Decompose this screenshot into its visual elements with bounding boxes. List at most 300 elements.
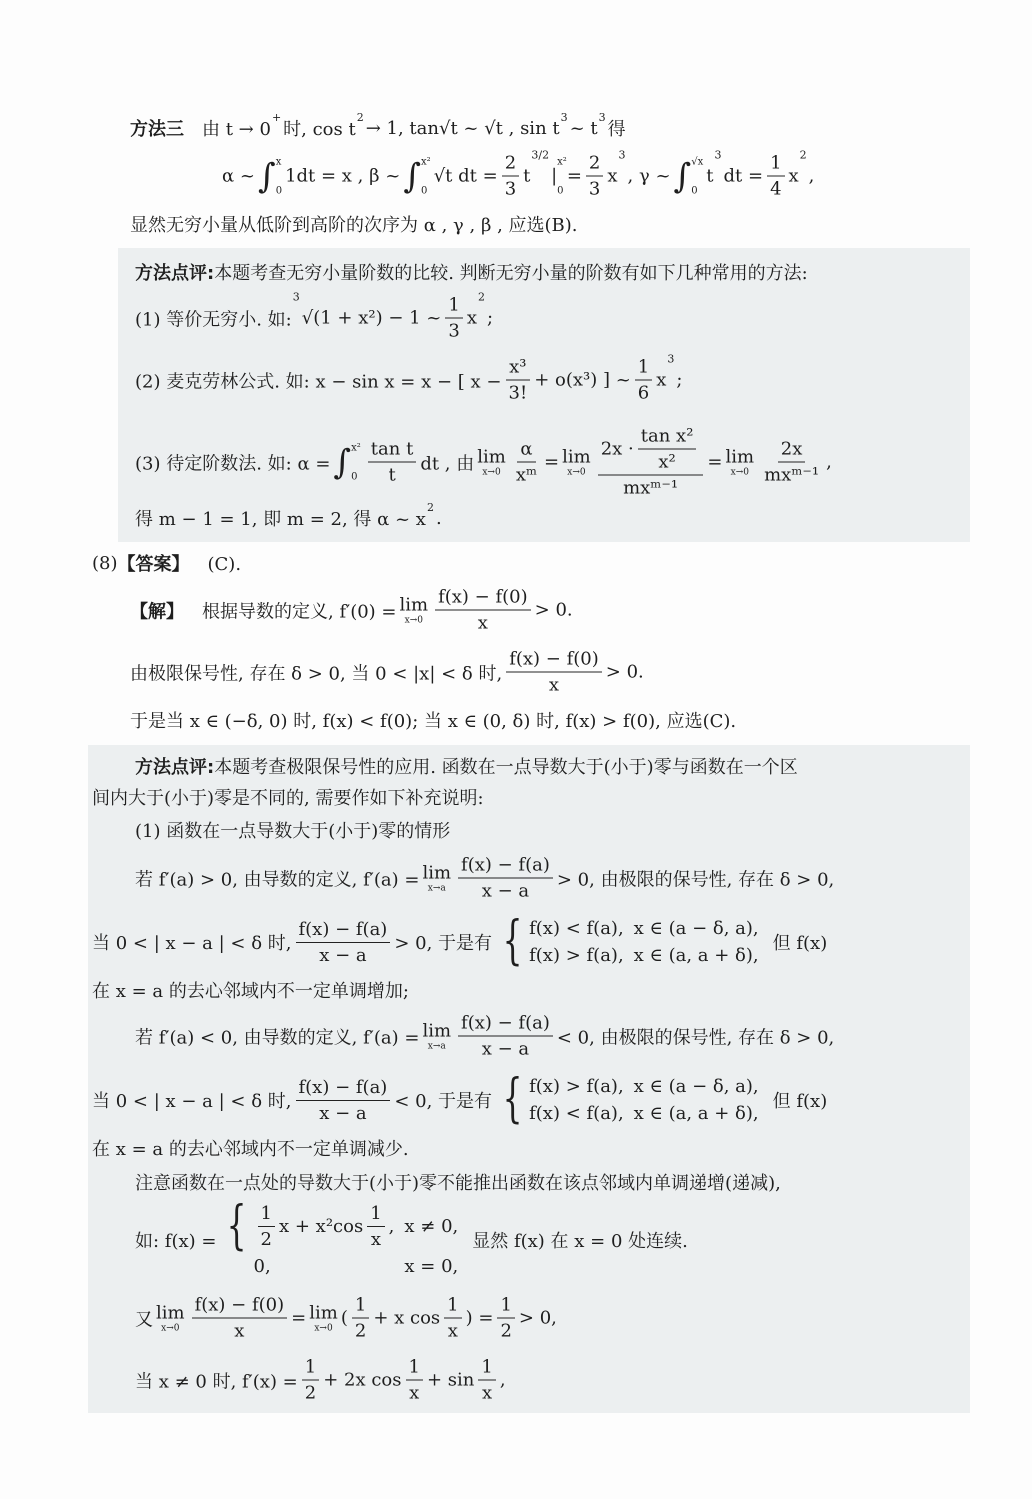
case-cell (254, 1256, 271, 1277)
text-run: (1) 等价无穷小. 如: (135, 309, 292, 330)
fraction (458, 1013, 553, 1060)
text-run: x ∈ (a − δ, a), (633, 918, 759, 939)
text-line (92, 977, 409, 1003)
numerator (192, 1295, 288, 1319)
numerator (458, 855, 553, 879)
text-line (135, 817, 450, 843)
text-run: t (523, 165, 531, 187)
denominator (513, 463, 540, 486)
fraction (435, 587, 531, 634)
text-run: > 0. (605, 661, 644, 683)
text-run: mxᵐ⁻¹ (623, 477, 679, 499)
lim-word: lim (477, 446, 506, 468)
denominator (385, 463, 398, 486)
text-run: √t dt = (433, 165, 498, 187)
fraction (258, 1203, 275, 1250)
text-run: (8) (92, 552, 118, 574)
text-run: x − a (319, 1102, 367, 1124)
text-run: 1 (260, 1203, 272, 1224)
text-run: t (706, 165, 714, 187)
fraction (635, 357, 652, 404)
text-run: 2 (354, 1320, 367, 1342)
text-line (135, 426, 832, 499)
denominator (258, 1227, 275, 1250)
denominator (406, 1381, 422, 1404)
text-run: 由极限保号性, 存在 δ > 0, 当 0 < |x| < δ 时, (130, 663, 503, 684)
numerator (506, 357, 529, 381)
numerator (368, 439, 417, 463)
superscript: 3 (292, 290, 300, 304)
denominator (506, 381, 531, 404)
text-line (135, 501, 442, 531)
limit-subscript: x→0 (730, 467, 749, 478)
text-run: 根据导数的定义, f′(0) = (184, 601, 397, 622)
fraction (767, 153, 784, 200)
superscript: 2 (477, 290, 485, 304)
text-run: mxᵐ⁻¹ (764, 464, 820, 486)
fraction (192, 1295, 288, 1342)
text-run: x (482, 1382, 493, 1404)
fraction (367, 1203, 384, 1250)
piecewise-cases (496, 1069, 769, 1129)
lim-word: lim (309, 1302, 338, 1324)
numerator (352, 1295, 369, 1319)
text-run: √(1 + x²) − 1 ~ (301, 307, 442, 329)
text-run: x ∈ (a, a + δ), (633, 1103, 759, 1124)
text-run: x (370, 1229, 381, 1250)
text-run: > 0. (534, 599, 573, 621)
text-run: x (788, 165, 799, 187)
piecewise-cases (220, 1196, 468, 1280)
text-run: 2 (304, 1382, 317, 1404)
text-run: + o(x³) ] ~ (534, 369, 631, 391)
text-run: ( (340, 1307, 348, 1329)
text-run: 1 (447, 1294, 459, 1316)
text-run: > 0, (518, 1307, 557, 1329)
integral (403, 156, 430, 196)
text-run: < 0, 于是有 (394, 1091, 493, 1112)
text-run: 在 x = a 的去心邻域内不一定单调减少. (92, 1139, 409, 1160)
text-line (135, 753, 798, 779)
text-run: ~ t (569, 117, 598, 139)
numerator (296, 919, 391, 943)
numerator (598, 426, 704, 476)
text-run: = (544, 451, 560, 473)
text-line (135, 352, 683, 404)
text-run: . (435, 507, 442, 529)
text-run: = (291, 1307, 307, 1329)
text-run: 显然 f(x) 在 x = 0 处连续. (472, 1231, 688, 1252)
text-run: x − a (481, 880, 530, 902)
text-run: 得 m − 1 = 1, 即 m = 2, 得 α ~ x (135, 509, 426, 530)
text-line (92, 1069, 828, 1129)
text-line (222, 148, 815, 200)
text-run: tan x² (640, 425, 694, 447)
text-run: ; (676, 369, 683, 391)
text-line (135, 1196, 688, 1280)
text-line (130, 649, 644, 696)
denominator (445, 1319, 461, 1342)
denominator (479, 1037, 532, 1060)
fraction (502, 153, 519, 200)
superscript: 2 (426, 501, 434, 514)
case-cell (634, 1103, 759, 1124)
numerator (458, 1013, 553, 1037)
text-run: 若 f′(a) < 0, 由导数的定义, f′(a) = (135, 1027, 420, 1048)
text-run: f(x) − f(0) (509, 648, 599, 670)
denominator (475, 611, 491, 634)
lim-word: lim (399, 594, 429, 616)
text-run: f(x) − f(a) (461, 854, 550, 876)
fraction (478, 1357, 495, 1404)
text-run: 间内大于(小于)零是不同的, 需要作如下补充说明: (92, 788, 484, 809)
limit-subscript: x→0 (567, 467, 586, 478)
fraction (513, 439, 540, 486)
numerator (586, 153, 603, 177)
text-run: 3 (504, 178, 517, 200)
numerator (517, 439, 535, 463)
text-run: 1 (770, 152, 782, 174)
fraction (406, 1357, 423, 1404)
superscript: 2 (356, 111, 364, 124)
numerator (435, 587, 531, 611)
text-run: 6 (637, 382, 650, 404)
text-run: 1 (370, 1203, 382, 1224)
text-run: f(x) − f(0) (438, 586, 528, 608)
integral-limits (421, 156, 431, 196)
text-run: x (234, 1320, 245, 1342)
integral-limits (351, 442, 361, 482)
text-run: > 0, 由极限的保号性, 存在 δ > 0, (556, 869, 835, 890)
denominator (316, 943, 369, 966)
numerator (478, 1357, 495, 1381)
superscript: 3 (560, 111, 568, 124)
case-cell (529, 1103, 624, 1124)
numerator (497, 1295, 514, 1319)
lower-limit: 0 (275, 185, 283, 196)
denominator (655, 450, 678, 473)
fraction (444, 1295, 461, 1342)
text-run: = (566, 165, 582, 187)
denominator (302, 1381, 319, 1404)
numerator (444, 1295, 461, 1319)
text-run: 当 0 < | x − a | < δ 时, (92, 1091, 292, 1112)
denominator (368, 1227, 384, 1250)
text-run: , (808, 165, 815, 187)
left-brace: { (502, 911, 523, 971)
denominator (316, 1101, 369, 1124)
text-run: 1 (408, 1356, 420, 1378)
numerator (367, 1203, 384, 1227)
integral-sign: ∫ (333, 442, 352, 482)
text-run: 得 (607, 119, 626, 140)
text-run: x ≠ 0, (404, 1216, 459, 1237)
upper-limit: x² (557, 156, 567, 167)
limit (562, 447, 591, 478)
text-run: x (447, 1320, 458, 1342)
text-run: f(x) − f(a) (298, 918, 388, 940)
text-run: , (499, 1369, 506, 1391)
text-run: 于是当 x ∈ (−δ, 0) 时, f(x) < f(0); 当 x ∈ (0, δ) 时, f(x) > f(0), 应选(C). (130, 711, 737, 732)
text-run: x ∈ (a, a + δ), (633, 945, 759, 966)
limit (156, 1303, 185, 1334)
upper-limit: √x (691, 156, 704, 167)
numerator (296, 1077, 391, 1101)
integral-sign: ∫ (673, 156, 692, 196)
left-brace: { (502, 1069, 523, 1129)
text-line (92, 911, 828, 971)
fraction (445, 295, 462, 342)
text-run: x² (658, 451, 676, 473)
denominator (231, 1319, 247, 1342)
superscript: 2 (799, 148, 807, 162)
numerator (302, 1357, 319, 1381)
fraction (761, 439, 822, 486)
bold-label: 方法点评: (135, 263, 215, 284)
text-run: x (548, 674, 560, 696)
text-line (130, 111, 626, 141)
fraction (497, 1295, 514, 1342)
superscript: 3 (714, 148, 722, 162)
text-line (135, 1169, 781, 1195)
text-run: 显然无穷小量从低阶到高阶的次序为 α , γ , β , 应选(B). (130, 215, 578, 236)
text-run: α ~ (222, 165, 255, 187)
fraction (586, 153, 603, 200)
denominator (546, 673, 562, 696)
text-run: 2x (780, 438, 803, 460)
text-line (135, 1357, 506, 1404)
fraction (296, 1077, 391, 1124)
fraction (506, 649, 602, 696)
superscript: 3 (667, 352, 675, 366)
limit (726, 447, 755, 478)
text-run: 注意函数在一点处的导数大于(小于)零不能推出函数在该点邻域内单调递增(递减), (135, 1173, 781, 1194)
text-run: dt , 由 (420, 453, 475, 474)
denominator (352, 1319, 369, 1342)
numerator (638, 426, 697, 450)
case-cell (634, 1076, 759, 1097)
text-run: t (388, 464, 396, 486)
denominator (479, 1381, 495, 1404)
case-cell (634, 945, 759, 966)
text-run: + x cos (373, 1307, 441, 1329)
lim-word: lim (422, 1020, 452, 1042)
superscript: 3 (598, 111, 606, 124)
text-run: , (826, 451, 832, 473)
denominator (620, 476, 681, 499)
text-run: f(x) > f(a), (529, 945, 624, 966)
text-run: 1 (448, 294, 460, 316)
text-line (135, 290, 494, 342)
denominator (635, 381, 652, 404)
text-run: ; (486, 307, 494, 329)
denominator (586, 177, 603, 200)
text-run: x + x²cos (279, 1216, 364, 1237)
text-run: 当 x ≠ 0 时, f′(x) = (135, 1371, 298, 1392)
case-cell (254, 1203, 395, 1250)
integral-sign: ∫ (257, 156, 276, 196)
text-run: f(x) < f(a), (529, 918, 624, 939)
text-run: 在 x = a 的去心邻域内不一定单调增加; (92, 981, 409, 1002)
text-line (135, 1013, 834, 1060)
cases-table (529, 915, 769, 969)
text-run: 又 (135, 1309, 153, 1330)
text-run: 如: f(x) = (135, 1231, 217, 1252)
text-run: 2 (504, 152, 517, 174)
text-run: 若 f′(a) > 0, 由导数的定义, f′(a) = (135, 869, 420, 890)
numerator (258, 1203, 275, 1227)
text-run: 本题考查极限保号性的应用. 函数在一点导数大于(小于)零与函数在一个区 (214, 757, 798, 778)
text-run: (C). (189, 554, 242, 575)
text-line (130, 211, 578, 237)
numerator (778, 439, 806, 463)
upper-limit: x² (351, 442, 361, 453)
text-run: x³ (509, 356, 527, 378)
fraction (352, 1295, 369, 1342)
numerator (502, 153, 519, 177)
cases-table (254, 1200, 469, 1280)
text-run: 3 (588, 178, 601, 200)
bold-label: 方法点评: (135, 757, 215, 778)
lower-limit: 0 (691, 185, 698, 196)
text-run: 但 f(x) (772, 1091, 828, 1112)
text-line (130, 707, 736, 733)
text-run: = (707, 451, 723, 473)
text-run: 1 (500, 1294, 512, 1316)
limit-subscript: x→a (427, 1041, 446, 1052)
text-run: 4 (770, 178, 782, 200)
text-run: f(x) − f(a) (298, 1076, 388, 1098)
lim-word: lim (156, 1302, 185, 1324)
text-run: > 0, 于是有 (394, 933, 493, 954)
integral (674, 156, 704, 196)
text-run: 1 (637, 356, 650, 378)
text-run: , γ ~ (627, 165, 671, 187)
limit (309, 1303, 338, 1334)
text-run: x − a (481, 1038, 530, 1060)
text-run: x (477, 612, 488, 634)
text-line (130, 587, 573, 634)
cases-table (529, 1073, 769, 1127)
case-cell (404, 1256, 458, 1277)
lim-word: lim (422, 862, 452, 884)
case-cell (529, 918, 624, 939)
text-run: → 1, tan√t ~ √t , sin t (365, 117, 560, 139)
limit-subscript: x→0 (314, 1323, 333, 1334)
text-run: 2 (500, 1320, 512, 1342)
lower-limit: 0 (557, 185, 564, 196)
text-run: x = 0, (404, 1256, 459, 1277)
piecewise-cases (496, 911, 769, 971)
text-run: α (520, 438, 533, 460)
text-run: x ∈ (a − δ, a), (633, 1076, 759, 1097)
text-run: 3 (448, 320, 460, 342)
limit (422, 863, 451, 894)
text-run: x (466, 307, 477, 329)
limit (477, 447, 506, 478)
text-run: tan t (370, 438, 414, 460)
text-run: f(x) − f(a) (461, 1012, 550, 1034)
numerator (445, 295, 462, 319)
text-run: x (409, 1382, 420, 1404)
lower-limit: 0 (421, 185, 428, 196)
text-run: 2 (260, 1229, 272, 1250)
text-run: (3) 待定阶数法. 如: α = (135, 453, 331, 474)
denominator (502, 177, 519, 200)
denominator (767, 177, 784, 200)
integral-limits (691, 156, 703, 196)
text-line (92, 550, 241, 576)
text-line (135, 1295, 557, 1342)
denominator (761, 463, 822, 486)
text-run: f(x) − f(0) (194, 1294, 285, 1316)
fraction (296, 919, 391, 966)
upper-limit: x (275, 156, 282, 167)
text-line (92, 784, 484, 810)
text-run: x (607, 165, 618, 187)
superscript: 3 (618, 148, 626, 162)
text-run: 2 (588, 152, 601, 174)
limit-subscript: x→0 (482, 467, 501, 478)
text-run: x (656, 369, 667, 391)
limit-subscript: x→0 (404, 615, 423, 626)
lim-word: lim (562, 446, 591, 468)
denominator (497, 1319, 514, 1342)
numerator (767, 153, 784, 177)
lim-word: lim (725, 446, 755, 468)
fraction (302, 1357, 319, 1404)
text-run: (2) 麦克劳林公式. 如: x − sin x = x − [ x − (135, 371, 502, 392)
fraction (368, 439, 417, 486)
superscript: 3/2 (531, 148, 550, 162)
text-run: xᵐ (515, 464, 538, 486)
text-run: 但 f(x) (772, 933, 828, 954)
text-run: 1 (354, 1294, 367, 1316)
text-run: 3! (508, 382, 528, 404)
limit-subscript: x→a (427, 883, 446, 894)
fraction (458, 855, 553, 902)
text-run: + 2x cos (323, 1369, 402, 1391)
left-brace: { (227, 1196, 247, 1256)
text-line (135, 259, 808, 285)
bold-label: 方法三 (130, 119, 184, 140)
numerator (506, 649, 602, 673)
case-cell (404, 1216, 458, 1237)
text-run: x − a (319, 944, 367, 966)
text-run: 1 (304, 1356, 317, 1378)
numerator (406, 1357, 423, 1381)
integral (258, 156, 282, 196)
bold-label: 【答案】 (117, 554, 190, 575)
evaluation-limits (557, 156, 567, 196)
lower-limit: 0 (351, 471, 358, 482)
superscript: + (271, 111, 282, 124)
text-run: f(x) > f(a), (529, 1076, 624, 1097)
text-run: 2x · (600, 438, 634, 460)
case-cell (529, 1076, 624, 1097)
case-cell (634, 918, 759, 939)
text-run: 时, cos t (283, 119, 356, 140)
text-run: 由 t → 0 (184, 119, 271, 140)
fraction (506, 357, 531, 404)
text-run: + sin (426, 1369, 475, 1391)
fraction (638, 426, 697, 473)
text-run: dt = (723, 165, 764, 187)
denominator (479, 879, 532, 902)
limit (422, 1021, 451, 1052)
text-run: 本题考查无穷小量阶数的比较. 判断无穷小量的阶数有如下几种常用的方法: (214, 263, 808, 284)
integral (333, 442, 360, 482)
